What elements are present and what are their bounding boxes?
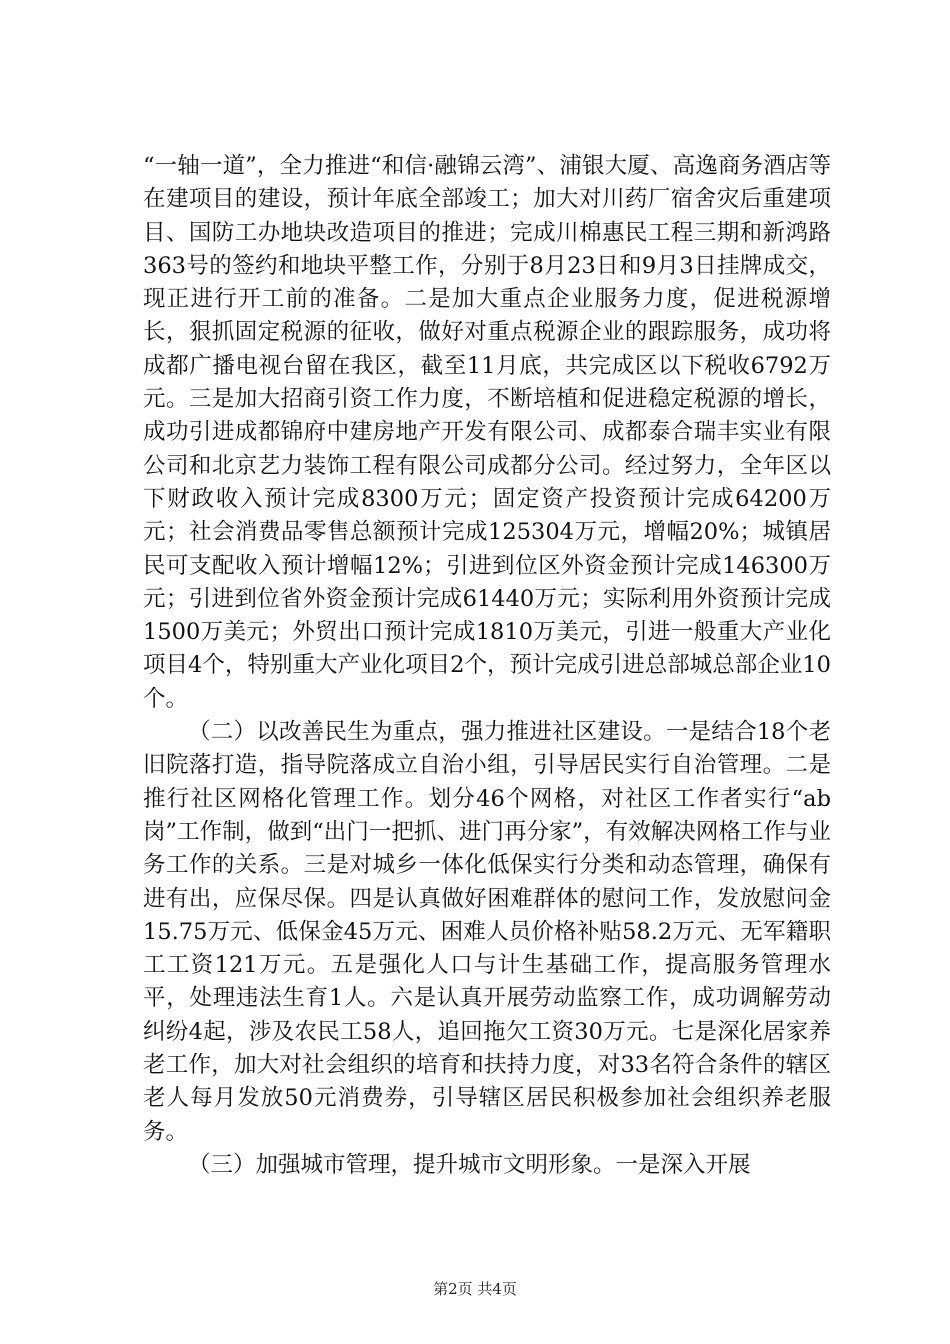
- page-footer: 第2页 共4页: [433, 1280, 517, 1298]
- paragraph-1: “一轴一道”，全力推进“和信·融锦云湾”、浦银大厦、高逸商务酒店等在建项目的建设，预计年底全部竣工；加大对川药厂宿舍灾后重建项目、国防工办地块改造项目的推进；完成川棉惠民工程三期和新鸿路363号的签约和地块平整工作，分别于8月23日和9月3日挂牌成交，现正进行开工前的准备。二是加大重点企业服务力度，促进税源增长，狠抓固定税源的征收，做好对重点税源企业的跟踪服务，成功将成都广播电视台留在我区，截至11月底，共完成区以下税收6792万元。三是加大招商引资工作力度，不断培植和促进稳定税源的增长，成功引进成都锦府中建房地产开发有限公司、成都泰合瑞丰实业有限公司和北京艺力装饰工程有限公司成都分公司。经过努力，全年区以下财政收入预计完成8300万元；固定资产投资预计完成64200万元；社会消费品零售总额预计完成125304万元，增幅20%；城镇居民可支配收入预计增幅12%；引进到位区外资金预计完成146300万元；引进到位省外资金预计完成61440万元；实际利用外资预计完成1500万美元；外贸出口预计完成1810万美元，引进一般重大产业化项目4个，特别重大产业化项目2个，预计完成引进总部城总部企业10个。: [143, 153, 831, 712]
- document-body: [143, 150, 831, 1182]
- paragraph-2: （二）以改善民生为重点，强力推进社区建设。一是结合18个老旧院落打造，指导院落成立自治小组，引导居民实行自治管理。二是推行社区网格化管理工作。划分46个网格，对社区工作者实行“ab岗”工作制，做到“出门一把抓、进门再分家”，有效解决网格工作与业务工作的关系。三是对城乡一体化低保实行分类和动态管理，确保有进有出，应保尽保。四是认真做好困难群体的慰问工作，发放慰问金15.75万元、低保金45万元、困难人员价格补贴58.2万元、无军籍职工工资121万元。五是强化人口与计生基础工作，提高服务管理水平，处理违法生育1人。六是认真开展劳动监察工作，成功调解劳动纠纷4起，涉及农民工58人，追回拖欠工资30万元。七是深化居家养老工作，加大对社会组织的培育和扶持力度，对33名符合条件的辖区老人每月发放50元消费券，引导辖区居民积极参加社会组织养老服务。: [143, 719, 831, 1145]
- paragraph-3: （三）加强城市管理，提升城市文明形象。一是深入开展: [188, 1151, 751, 1178]
